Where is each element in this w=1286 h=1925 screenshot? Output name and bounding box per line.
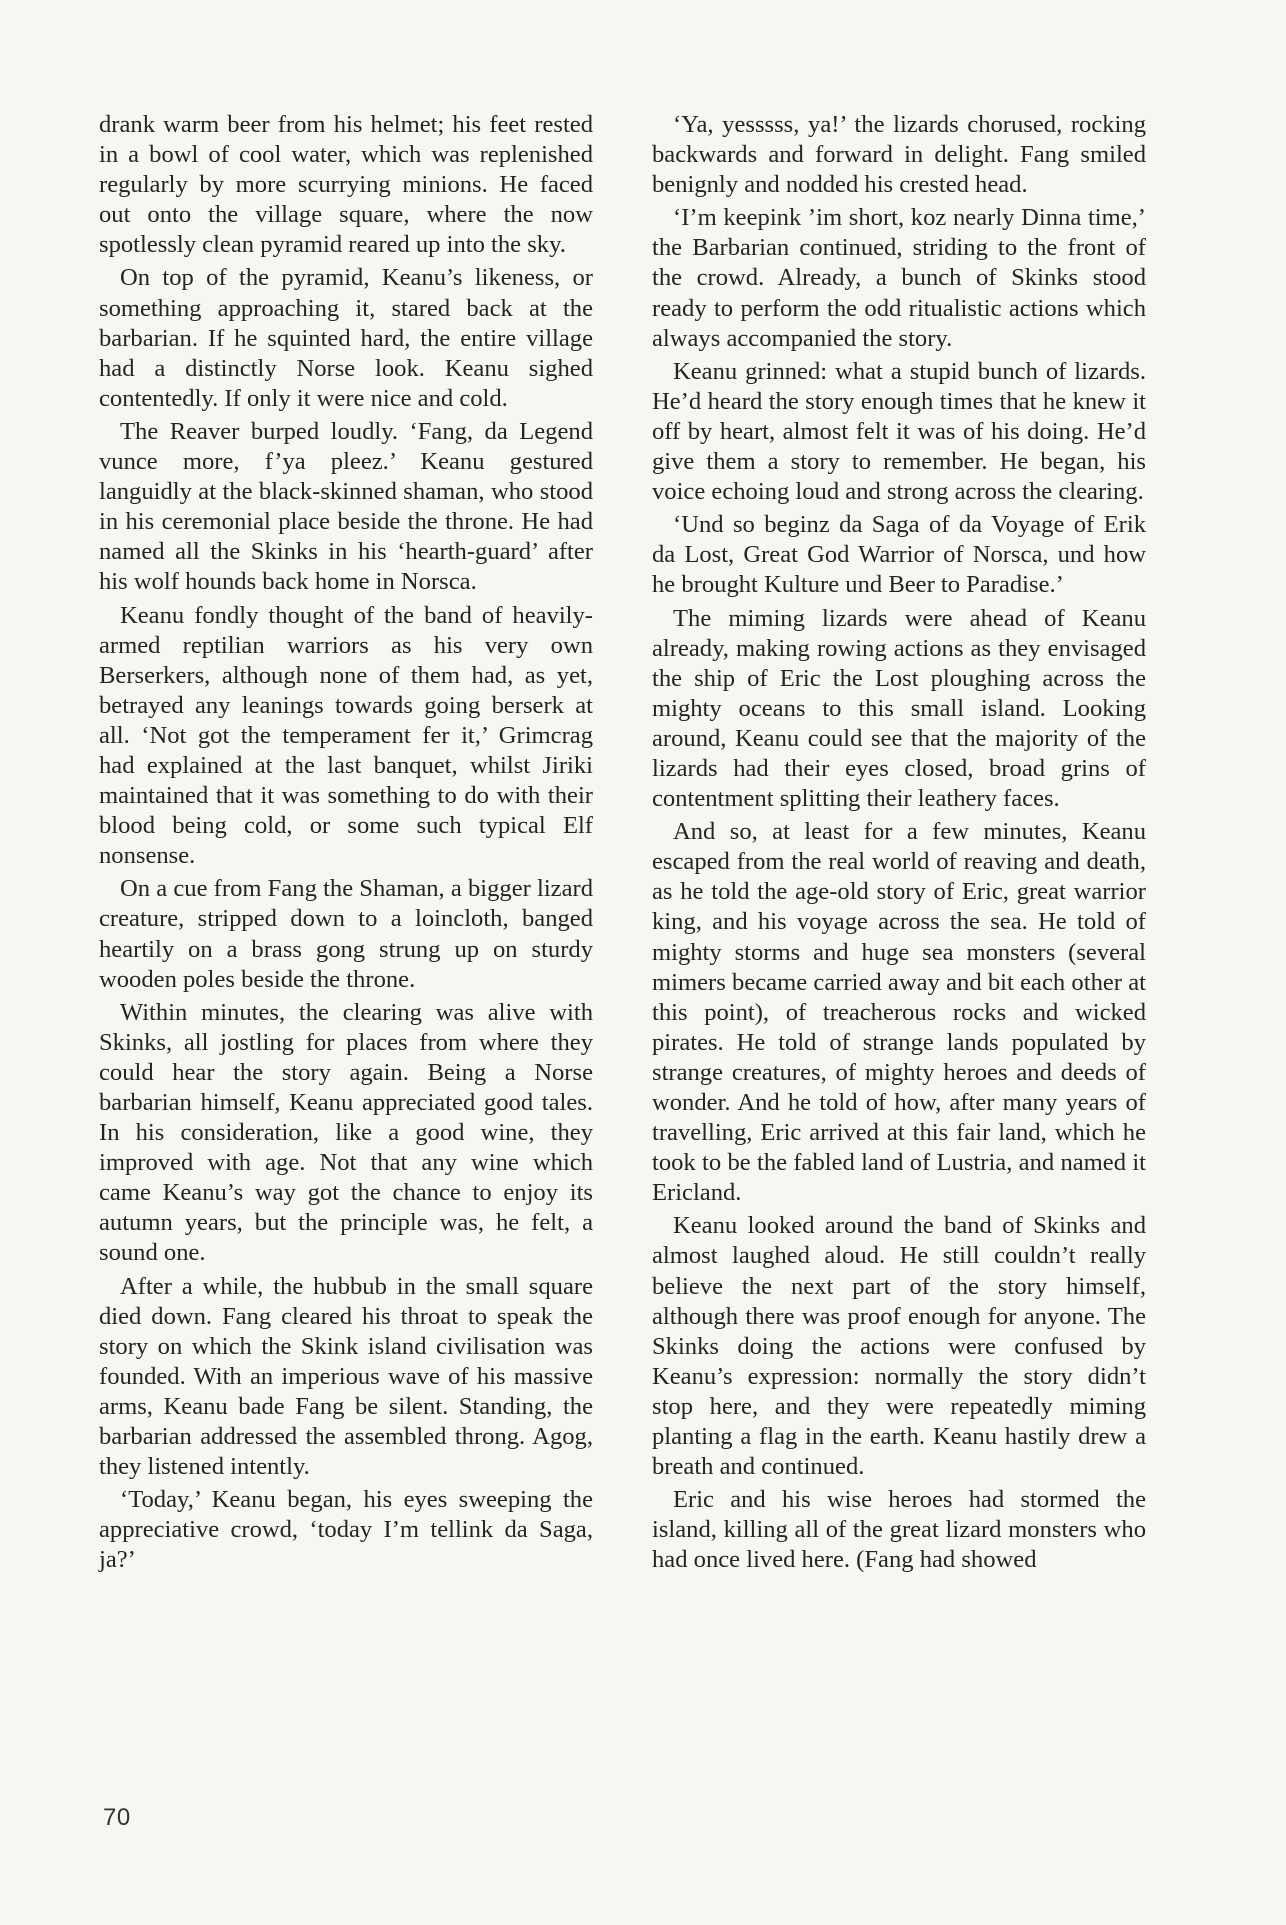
paragraph: And so, at least for a few minutes, Keanu escaped from the real world of reaving and death, as he told the age-old story of Eric, great warrior king, and his voyage across the sea. He told of mighty storms and huge sea monsters (several mimers became carried away and bit each other at this point), of treacherous rocks and wicked pirates. He told of strange lands populated by strange creatures, of mighty heroes and deeds of wonder. And he told of how, after many years of travelling, Eric arrived at this fair land, which he took to be the fabled land of Lustria, and named it Ericland. xyxy=(652,818,1146,1207)
right-column xyxy=(652,110,1146,1579)
paragraph: The miming lizards were ahead of Keanu already, making rowing actions as they envisaged the ship of Eric the Lost ploughing across the mighty oceans to this small island. Looking around, Keanu could see that the majority of the lizards had their eyes closed, broad grins of contentment splitting their leathery faces. xyxy=(652,604,1146,813)
paragraph: On a cue from Fang the Shaman, a bigger lizard creature, stripped down to a loincloth, banged heartily on a brass gong strung up on sturdy wooden poles beside the throne. xyxy=(99,875,593,993)
paragraph: ‘Und so beginz da Saga of da Voyage of Erik da Lost, Great God Warrior of Norsca, und how he brought Kulture und Beer to Paradise.’ xyxy=(652,511,1146,599)
paragraph: Keanu looked around the band of Skinks and almost laughed aloud. He still couldn’t really believe the next part of the story himself, although there was proof enough for anyone. The Skinks doing the actions were confused by Keanu’s expression: normally the story didn’t stop here, and they were repeatedly miming planting a flag in the earth. Keanu hastily drew a breath and continued. xyxy=(652,1212,1146,1481)
paragraph: Eric and his wise heroes had stormed the island, killing all of the great lizard monsters who had once lived here. (Fang had showed xyxy=(652,1486,1146,1574)
paragraph: ‘Ya, yesssss, ya!’ the lizards chorused, rocking backwards and forward in delight. Fang smiled benignly and nodded his crested head. xyxy=(652,111,1146,199)
paragraph: Keanu fondly thought of the band of heavily-armed reptilian warriors as his very own Berserkers, although none of them had, as yet, betrayed any leanings towards going berserk at all. ‘Not got the temperament fer it,’ Grimcrag had explained at the last banquet, whilst Jiriki maintained that it was something to do with their blood being cold, or some such typical Elf nonsense. xyxy=(99,601,593,870)
paragraph: drank warm beer from his helmet; his feet rested in a bowl of cool water, which was replenished regularly by more scurrying minions. He faced out onto the village square, where the now spotlessly clean pyramid reared up into the sky. xyxy=(99,111,593,259)
paragraph: On top of the pyramid, Keanu’s likeness, or something approaching it, stared back at the barbarian. If he squinted hard, the entire village had a distinctly Norse look. Keanu sighed contentedly. If only it were nice and cold. xyxy=(99,264,593,412)
page-number: 70 xyxy=(103,1804,131,1831)
paragraph: The Reaver burped loudly. ‘Fang, da Legend vunce more, f’ya pleez.’ Keanu gestured languidly at the black-skinned shaman, who stood in his ceremonial place beside the throne. He had named all the Skinks in his ‘hearth-guard’ after his wolf hounds back home in Norsca. xyxy=(99,417,593,596)
paragraph: Keanu grinned: what a stupid bunch of lizards. He’d heard the story enough times that he knew it off by heart, almost felt it was of his doing. He’d give them a story to remember. He began, his voice echoing loud and strong across the clearing. xyxy=(652,357,1146,506)
paragraph: ‘Today,’ Keanu began, his eyes sweeping the appreciative crowd, ‘today I’m tellink da Saga, ja?’ xyxy=(99,1486,593,1574)
paragraph: Within minutes, the clearing was alive with Skinks, all jostling for places from where they could hear the story again. Being a Norse barbarian himself, Keanu appreciated good tales. In his consideration, like a good wine, they improved with age. Not that any wine which came Keanu’s way got the chance to enjoy its autumn years, but the principle was, he felt, a sound one. xyxy=(99,998,593,1267)
paragraph: After a while, the hubbub in the small square died down. Fang cleared his throat to speak the story on which the Skink island civilisation was founded. With an imperious wave of his massive arms, Keanu bade Fang be silent. Standing, the barbarian addressed the assembled throng. Agog, they listened intently. xyxy=(99,1272,593,1481)
paragraph: ‘I’m keepink ’im short, koz nearly Dinna time,’ the Barbarian continued, striding to the front of the crowd. Already, a bunch of Skinks stood ready to perform the odd ritualistic actions which always accompanied the story. xyxy=(652,204,1146,352)
left-column xyxy=(99,110,593,1579)
